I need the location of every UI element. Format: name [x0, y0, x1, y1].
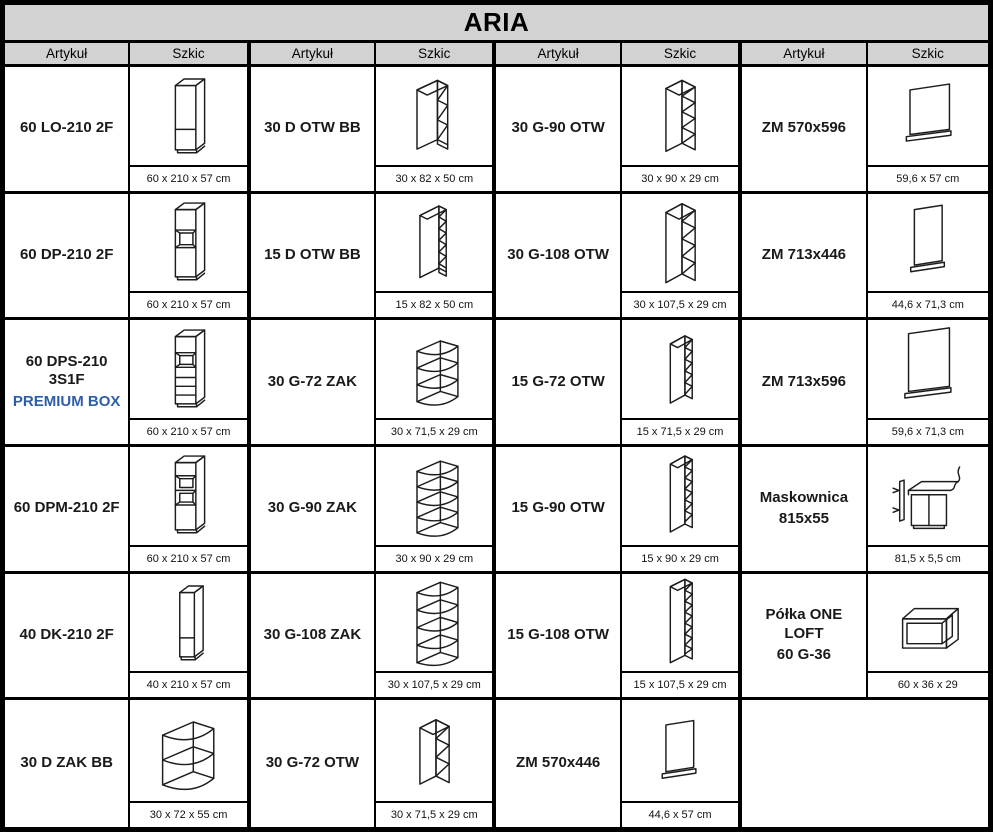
sketch-maskownica: [868, 447, 988, 545]
sketch-wall-open-narrow-5: [622, 320, 738, 418]
dimension-label: 60 x 210 x 57 cm: [130, 545, 246, 571]
dimension-label: 30 x 71,5 x 29 cm: [376, 801, 492, 827]
sketch-tall-2f: [130, 67, 246, 165]
article-name: 815x55: [778, 510, 829, 528]
column-header-artykul: Artykuł: [251, 43, 376, 67]
article-name: 30 D ZAK BB: [20, 754, 113, 772]
sketch-corner-5-tall: [376, 574, 492, 672]
sketch-panel-tall-narrow: [868, 194, 988, 292]
dimension-label: 44,6 x 57 cm: [622, 801, 738, 827]
dimension-label: 15 x 82 x 50 cm: [376, 291, 492, 317]
dimension-label: 44,6 x 71,3 cm: [868, 291, 988, 317]
article-cell: [742, 194, 867, 321]
column-header-szkic: Szkic: [868, 43, 988, 67]
article-cell: [5, 194, 130, 321]
dimension-label: 30 x 71,5 x 29 cm: [376, 418, 492, 444]
sketch-cell: [130, 447, 250, 574]
sketch-cell: [130, 320, 250, 447]
article-name: ZM 713x446: [761, 246, 847, 264]
sketch-wall-open-narrow-6: [622, 447, 738, 545]
article-cell: [251, 320, 376, 447]
dimension-label: 81,5 x 5,5 cm: [868, 545, 988, 571]
article-name: 40 DK-210 2F: [19, 626, 114, 644]
article-name: 15 G-72 OTW: [511, 372, 605, 390]
column-header-szkic: Szkic: [130, 43, 250, 67]
article-name: 60 DPM-210 2F: [13, 499, 120, 517]
column-header-szkic: Szkic: [376, 43, 496, 67]
dimension-label: 15 x 71,5 x 29 cm: [622, 418, 738, 444]
sketch-cell: [130, 700, 250, 827]
premium-box-label: PREMIUM BOX: [12, 393, 121, 411]
dimension-label: 30 x 107,5 x 29 cm: [376, 671, 492, 697]
dimension-label: 30 x 72 x 55 cm: [130, 801, 246, 827]
dimension-label: 15 x 90 x 29 cm: [622, 545, 738, 571]
article-cell: [5, 447, 130, 574]
sketch-cell: [622, 700, 742, 827]
dimension-label: 60 x 210 x 57 cm: [130, 291, 246, 317]
column-header-szkic: Szkic: [622, 43, 742, 67]
article-name: 60 DP-210 2F: [19, 246, 114, 264]
sketch-panel-wide: [868, 67, 988, 165]
article-name: ZM 570x596: [761, 119, 847, 137]
article-cell: [496, 447, 621, 574]
dimension-label: 30 x 107,5 x 29 cm: [622, 291, 738, 317]
article-name: 15 D OTW BB: [264, 246, 361, 264]
dimension-label: 59,6 x 57 cm: [868, 165, 988, 191]
article-name: 30 G-108 OTW: [507, 246, 609, 264]
sketch-open-base: [376, 67, 492, 165]
sketch-cell: [622, 574, 742, 701]
article-cell: [251, 700, 376, 827]
article-cell: [496, 700, 621, 827]
article-name: 30 G-90 OTW: [511, 119, 605, 137]
sketch-cell: [376, 67, 496, 194]
page-title: ARIA: [5, 5, 988, 43]
article-name: Maskownica: [759, 488, 849, 506]
article-name: 15 G-108 OTW: [507, 626, 609, 644]
sketch-panel-tall-wide: [868, 320, 988, 418]
sketch-cell: [130, 67, 250, 194]
dimension-label: 60 x 210 x 57 cm: [130, 418, 246, 444]
article-cell: [496, 67, 621, 194]
article-cell: [251, 574, 376, 701]
sketch-cell: [376, 447, 496, 574]
sketch-cell: [868, 320, 988, 447]
article-name: 15 G-90 OTW: [511, 499, 605, 517]
sketch-cell: [130, 194, 250, 321]
article-name: Półka ONE LOFT: [765, 605, 843, 642]
sketch-cell: [868, 447, 988, 574]
column-header-artykul: Artykuł: [496, 43, 621, 67]
article-name: 30 G-72 ZAK: [267, 372, 357, 390]
article-name: 60 LO-210 2F: [19, 119, 114, 137]
article-name: 60 G-36: [776, 646, 831, 664]
sketch-cell: [130, 574, 250, 701]
sketch-tall-dp: [130, 194, 246, 292]
sketch-cell: [376, 574, 496, 701]
article-cell: [496, 574, 621, 701]
sketch-cell: [868, 194, 988, 321]
article-cell: [251, 447, 376, 574]
dimension-label: 60 x 36 x 29: [868, 671, 988, 697]
dimension-label: 60 x 210 x 57 cm: [130, 165, 246, 191]
article-cell: [742, 320, 867, 447]
sketch-tall-2f-narrow: [130, 574, 246, 672]
sketch-cell: [376, 320, 496, 447]
sketch-wall-open-4-tall: [622, 194, 738, 292]
article-name: 30 D OTW BB: [264, 119, 361, 137]
sketch-panel-small: [622, 700, 738, 801]
article-cell: [251, 194, 376, 321]
article-cell: [742, 67, 867, 194]
sketch-corner-base-3: [130, 700, 246, 801]
article-name: 30 G-72 OTW: [265, 754, 360, 772]
article-cell: [5, 67, 130, 194]
article-cell: [496, 320, 621, 447]
article-cell: [5, 320, 130, 447]
article-name: 30 G-108 ZAK: [263, 626, 362, 644]
dimension-label: 30 x 90 x 29 cm: [376, 545, 492, 571]
sketch-cell: [376, 194, 496, 321]
sketch-cell: [622, 194, 742, 321]
article-cell: [5, 574, 130, 701]
article-cell: [251, 67, 376, 194]
sketch-corner-5: [376, 447, 492, 545]
sketch-wall-open-4: [622, 67, 738, 165]
sketch-cell: [622, 67, 742, 194]
column-header-artykul: Artykuł: [742, 43, 867, 67]
sketch-wall-open-3: [376, 700, 492, 801]
sketch-tall-dpm: [130, 447, 246, 545]
empty-cell: [742, 700, 988, 827]
dimension-label: 30 x 82 x 50 cm: [376, 165, 492, 191]
dimension-label: 30 x 90 x 29 cm: [622, 165, 738, 191]
sketch-corner-4: [376, 320, 492, 418]
sketch-cell: [868, 67, 988, 194]
article-cell: [742, 447, 867, 574]
article-name: 60 DPS-210 3S1F: [25, 352, 108, 389]
sketch-open-base-narrow: [376, 194, 492, 292]
article-cell: [5, 700, 130, 827]
dimension-label: 15 x 107,5 x 29 cm: [622, 671, 738, 697]
sketch-cell: [622, 447, 742, 574]
article-name: ZM 713x596: [761, 372, 847, 390]
sketch-wall-open-narrow-7: [622, 574, 738, 672]
sketch-cell: [868, 574, 988, 701]
sketch-cell: [622, 320, 742, 447]
sketch-shelf-one-loft: [868, 574, 988, 672]
article-name: 30 G-90 ZAK: [267, 499, 357, 517]
dimension-label: 59,6 x 71,3 cm: [868, 418, 988, 444]
article-cell: [496, 194, 621, 321]
sketch-cell: [376, 700, 496, 827]
article-cell: [742, 574, 867, 701]
article-name: ZM 570x446: [516, 754, 601, 772]
sketch-tall-dps: [130, 320, 246, 418]
column-header-artykul: Artykuł: [5, 43, 130, 67]
dimension-label: 40 x 210 x 57 cm: [130, 671, 246, 697]
